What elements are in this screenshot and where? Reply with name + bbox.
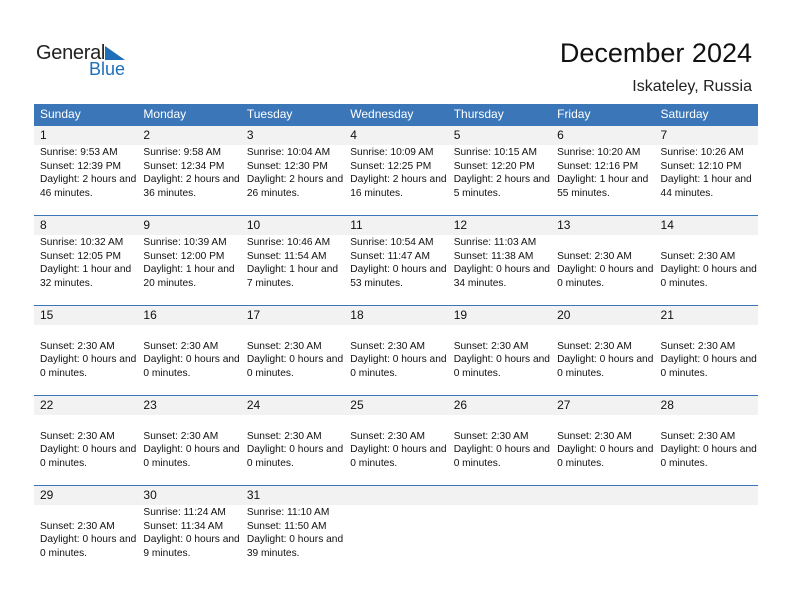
sunset-text: Sunset: 2:30 AM xyxy=(40,340,115,352)
day-details-row xyxy=(34,235,758,290)
sunrise-text xyxy=(143,326,240,340)
sunrise-text xyxy=(557,326,654,340)
day-number-row xyxy=(34,126,758,145)
daylight-text: Daylight: 0 hours and 0 minutes. xyxy=(40,444,137,469)
day-cell xyxy=(344,235,447,290)
day-number: 18 xyxy=(350,308,364,322)
daylight-text: Daylight: 0 hours and 0 minutes. xyxy=(557,444,654,469)
day-number: 22 xyxy=(40,398,54,412)
sunrise-text: Sunrise: 11:10 AM xyxy=(246,507,330,518)
day-cell xyxy=(655,325,758,380)
daylight-text: Daylight: 0 hours and 0 minutes. xyxy=(350,444,447,469)
day-details-row xyxy=(34,415,758,470)
daylight-text: Daylight: 0 hours and 0 minutes. xyxy=(660,354,757,379)
day-cell xyxy=(34,145,137,200)
sunset-text: Sunset: 2:30 AM xyxy=(453,430,529,442)
daylight-text: Daylight: 0 hours and 0 minutes. xyxy=(557,354,654,379)
day-number xyxy=(551,486,654,505)
sunset-text: Sunset: 12:20 PM xyxy=(453,160,535,172)
sunset-text: Sunset: 2:30 AM xyxy=(453,340,529,352)
sunrise-text: Sunrise: 10:54 AM xyxy=(350,237,434,248)
day-number: 14 xyxy=(660,218,674,232)
day-number: 21 xyxy=(660,308,674,322)
daylight-text: Daylight: 1 hour and 7 minutes. xyxy=(246,264,339,289)
sunset-text: Sunset: 2:30 AM xyxy=(246,340,322,352)
day-cell xyxy=(241,145,344,200)
day-number: 15 xyxy=(40,308,54,322)
day-number-row xyxy=(34,396,758,415)
day-cell xyxy=(344,145,447,200)
sunset-text: Sunset: 11:54 AM xyxy=(246,250,327,262)
day-number: 12 xyxy=(453,218,468,232)
sunrise-text: Sunrise: 10:46 AM xyxy=(246,237,331,248)
daylight-text: Daylight: 2 hours and 26 minutes. xyxy=(246,174,344,199)
calendar-week xyxy=(34,395,758,485)
day-cell xyxy=(448,415,551,470)
sunset-text: Sunset: 12:05 PM xyxy=(40,250,121,262)
day-number: 1 xyxy=(40,128,47,142)
daylight-text: Daylight: 0 hours and 0 minutes. xyxy=(40,534,137,559)
day-cell xyxy=(241,325,344,380)
day-cell xyxy=(344,505,447,560)
day-cell xyxy=(34,325,137,380)
sunrise-text xyxy=(143,416,240,430)
sunset-text: Sunset: 11:50 AM xyxy=(246,520,327,532)
day-cell xyxy=(551,505,654,560)
day-number: 25 xyxy=(350,398,364,412)
weekday-friday: Friday xyxy=(557,107,591,121)
sunset-text: Sunset: 12:00 PM xyxy=(143,250,225,262)
daylight-text: Daylight: 0 hours and 0 minutes. xyxy=(453,354,550,379)
day-details-row xyxy=(34,505,758,560)
day-number: 6 xyxy=(557,128,564,142)
day-details-row xyxy=(34,145,758,200)
daylight-text: Daylight: 0 hours and 34 minutes. xyxy=(453,264,550,289)
sunset-text: Sunset: 2:30 AM xyxy=(660,430,736,442)
sunset-text: Sunset: 12:10 PM xyxy=(660,160,742,172)
day-cell xyxy=(137,505,240,560)
day-number-row xyxy=(34,486,758,505)
sunrise-text xyxy=(40,506,137,520)
sunrise-text xyxy=(661,416,758,430)
calendar-weeks xyxy=(34,125,758,575)
day-number: 4 xyxy=(350,128,357,142)
sunrise-text xyxy=(661,326,758,340)
daylight-text: Daylight: 0 hours and 0 minutes. xyxy=(40,354,137,379)
sunset-text: Sunset: 11:38 AM xyxy=(453,250,534,262)
day-cell xyxy=(137,235,240,290)
calendar-week xyxy=(34,485,758,575)
sunrise-text: Sunrise: 10:04 AM xyxy=(246,147,331,158)
sunset-text: Sunset: 11:47 AM xyxy=(350,250,430,262)
daylight-text: Daylight: 1 hour and 32 minutes. xyxy=(40,264,132,289)
day-number: 23 xyxy=(143,398,157,412)
day-number xyxy=(448,486,551,505)
day-number: 26 xyxy=(453,398,468,412)
daylight-text: Daylight: 2 hours and 5 minutes. xyxy=(453,174,550,199)
sunrise-text xyxy=(40,326,137,340)
sunrise-text: Sunrise: 10:26 AM xyxy=(660,147,744,158)
weekday-header xyxy=(34,104,758,125)
daylight-text: Daylight: 1 hour and 55 minutes. xyxy=(557,174,649,199)
daylight-text: Daylight: 0 hours and 53 minutes. xyxy=(350,264,447,289)
day-cell xyxy=(551,325,654,380)
day-cell xyxy=(655,505,758,560)
calendar-week xyxy=(34,125,758,215)
day-number: 10 xyxy=(246,218,261,232)
sunset-text: Sunset: 2:30 AM xyxy=(557,250,632,262)
day-number: 17 xyxy=(246,308,261,322)
day-number xyxy=(344,486,447,505)
day-number: 29 xyxy=(40,488,54,502)
day-cell xyxy=(551,235,654,290)
sunset-text: Sunset: 2:30 AM xyxy=(143,430,219,442)
day-number: 5 xyxy=(453,128,461,142)
sunrise-text xyxy=(247,416,344,430)
sunset-text: Sunset: 12:39 PM xyxy=(40,160,121,172)
sunset-text: Sunset: 12:30 PM xyxy=(246,160,328,172)
daylight-text: Daylight: 2 hours and 16 minutes. xyxy=(350,174,447,199)
daylight-text: Daylight: 0 hours and 9 minutes. xyxy=(143,534,240,559)
sunrise-text xyxy=(661,506,758,520)
day-cell xyxy=(551,415,654,470)
sunrise-text xyxy=(350,416,447,430)
sunrise-text xyxy=(557,236,654,250)
day-number: 7 xyxy=(660,128,668,142)
day-cell xyxy=(241,235,344,290)
day-number: 27 xyxy=(557,398,571,412)
day-cell xyxy=(34,415,137,470)
sunset-text: Sunset: 2:30 AM xyxy=(40,430,115,442)
day-number: 19 xyxy=(453,308,468,322)
brand-logo xyxy=(36,42,136,82)
sunset-text: Sunset: 2:30 AM xyxy=(660,340,736,352)
weekday-thursday: Thursday xyxy=(453,107,504,121)
location-subtitle: Iskateley, Russia xyxy=(632,78,752,95)
day-number: 3 xyxy=(246,128,254,142)
sunrise-text: Sunrise: 10:15 AM xyxy=(453,147,537,158)
sunset-text: Sunset: 11:34 AM xyxy=(143,520,224,532)
day-cell xyxy=(241,505,344,560)
sunrise-text xyxy=(350,506,447,520)
daylight-text: Daylight: 0 hours and 0 minutes. xyxy=(660,444,757,469)
day-cell xyxy=(448,235,551,290)
daylight-text: Daylight: 0 hours and 0 minutes. xyxy=(453,444,550,469)
weekday-wednesday: Wednesday xyxy=(350,107,414,121)
day-number: 9 xyxy=(143,218,151,232)
sunrise-text: Sunrise: 10:20 AM xyxy=(557,147,641,158)
day-cell xyxy=(448,145,551,200)
sunset-text: Sunset: 12:16 PM xyxy=(557,160,639,172)
day-cell xyxy=(241,415,344,470)
calendar-week xyxy=(34,215,758,305)
day-number: 11 xyxy=(350,218,363,232)
logo-word-general: General xyxy=(36,42,106,64)
sunrise-text: Sunrise: 10:32 AM xyxy=(40,237,124,248)
day-cell xyxy=(137,145,240,200)
sunset-text: Sunset: 2:30 AM xyxy=(557,340,632,352)
daylight-text: Daylight: 0 hours and 0 minutes. xyxy=(143,444,240,469)
daylight-text: Daylight: 1 hour and 44 minutes. xyxy=(660,174,752,199)
calendar-grid xyxy=(34,104,758,575)
sunset-text: Sunset: 2:30 AM xyxy=(40,520,115,532)
sunrise-text xyxy=(454,326,551,340)
day-cell xyxy=(34,235,137,290)
sunrise-text: Sunrise: 11:24 AM xyxy=(143,507,226,518)
day-number: 13 xyxy=(557,218,571,232)
daylight-text: Daylight: 0 hours and 39 minutes. xyxy=(246,534,344,559)
day-number-row xyxy=(34,216,758,235)
sunrise-text xyxy=(247,326,344,340)
sunset-text: Sunset: 2:30 AM xyxy=(350,430,426,442)
daylight-text: Daylight: 0 hours and 0 minutes. xyxy=(350,354,447,379)
day-cell xyxy=(551,145,654,200)
day-cell xyxy=(137,325,240,380)
day-cell xyxy=(448,505,551,560)
day-number: 2 xyxy=(143,128,151,142)
day-number: 8 xyxy=(40,218,47,232)
day-details-row xyxy=(34,325,758,380)
weekday-saturday: Saturday xyxy=(660,107,709,121)
day-cell xyxy=(344,415,447,470)
day-cell xyxy=(655,145,758,200)
daylight-text: Daylight: 2 hours and 46 minutes. xyxy=(40,174,137,199)
sunset-text: Sunset: 2:30 AM xyxy=(350,340,426,352)
day-cell xyxy=(34,505,137,560)
daylight-text: Daylight: 0 hours and 0 minutes. xyxy=(246,354,344,379)
sunset-text: Sunset: 2:30 AM xyxy=(557,430,632,442)
day-cell xyxy=(655,415,758,470)
weekday-monday: Monday xyxy=(143,107,187,121)
daylight-text: Daylight: 0 hours and 0 minutes. xyxy=(246,444,344,469)
sunrise-text xyxy=(557,416,654,430)
weekday-tuesday: Tuesday xyxy=(246,107,293,121)
sunrise-text xyxy=(557,506,654,520)
daylight-text: Daylight: 0 hours and 0 minutes. xyxy=(660,264,757,289)
sunrise-text xyxy=(454,506,551,520)
sunset-text: Sunset: 2:30 AM xyxy=(246,430,322,442)
sunrise-text: Sunrise: 10:09 AM xyxy=(350,147,434,158)
sunrise-text xyxy=(350,326,447,340)
day-number: 20 xyxy=(557,308,571,322)
sunset-text: Sunset: 2:30 AM xyxy=(660,250,736,262)
sunrise-text: Sunrise: 10:39 AM xyxy=(143,237,227,248)
daylight-text: Daylight: 0 hours and 0 minutes. xyxy=(143,354,240,379)
logo-word-blue: Blue xyxy=(89,59,126,79)
day-cell xyxy=(448,325,551,380)
day-cell xyxy=(137,415,240,470)
sunset-text: Sunset: 12:25 PM xyxy=(350,160,432,172)
sunrise-text: Sunrise: 9:58 AM xyxy=(143,147,222,158)
sunrise-text: Sunrise: 11:03 AM xyxy=(453,237,537,248)
day-number: 28 xyxy=(660,398,674,412)
day-number: 24 xyxy=(246,398,261,412)
page-title: December 2024 xyxy=(559,38,752,68)
day-cell xyxy=(655,235,758,290)
sunrise-text xyxy=(40,416,137,430)
day-number-row xyxy=(34,306,758,325)
logo-triangle-icon xyxy=(105,46,125,60)
daylight-text: Daylight: 1 hour and 20 minutes. xyxy=(143,264,235,289)
sunrise-text: Sunrise: 9:53 AM xyxy=(40,147,118,158)
sunrise-text xyxy=(454,416,551,430)
day-number: 30 xyxy=(143,488,157,502)
calendar-week xyxy=(34,305,758,395)
day-cell xyxy=(344,325,447,380)
sunset-text: Sunset: 2:30 AM xyxy=(143,340,219,352)
daylight-text: Daylight: 0 hours and 0 minutes. xyxy=(557,264,654,289)
day-number: 31 xyxy=(246,488,261,502)
day-number: 16 xyxy=(143,308,157,322)
weekday-sunday: Sunday xyxy=(40,107,81,121)
day-number xyxy=(655,486,758,505)
sunset-text: Sunset: 12:34 PM xyxy=(143,160,225,172)
daylight-text: Daylight: 2 hours and 36 minutes. xyxy=(143,174,240,199)
sunrise-text xyxy=(661,236,758,250)
